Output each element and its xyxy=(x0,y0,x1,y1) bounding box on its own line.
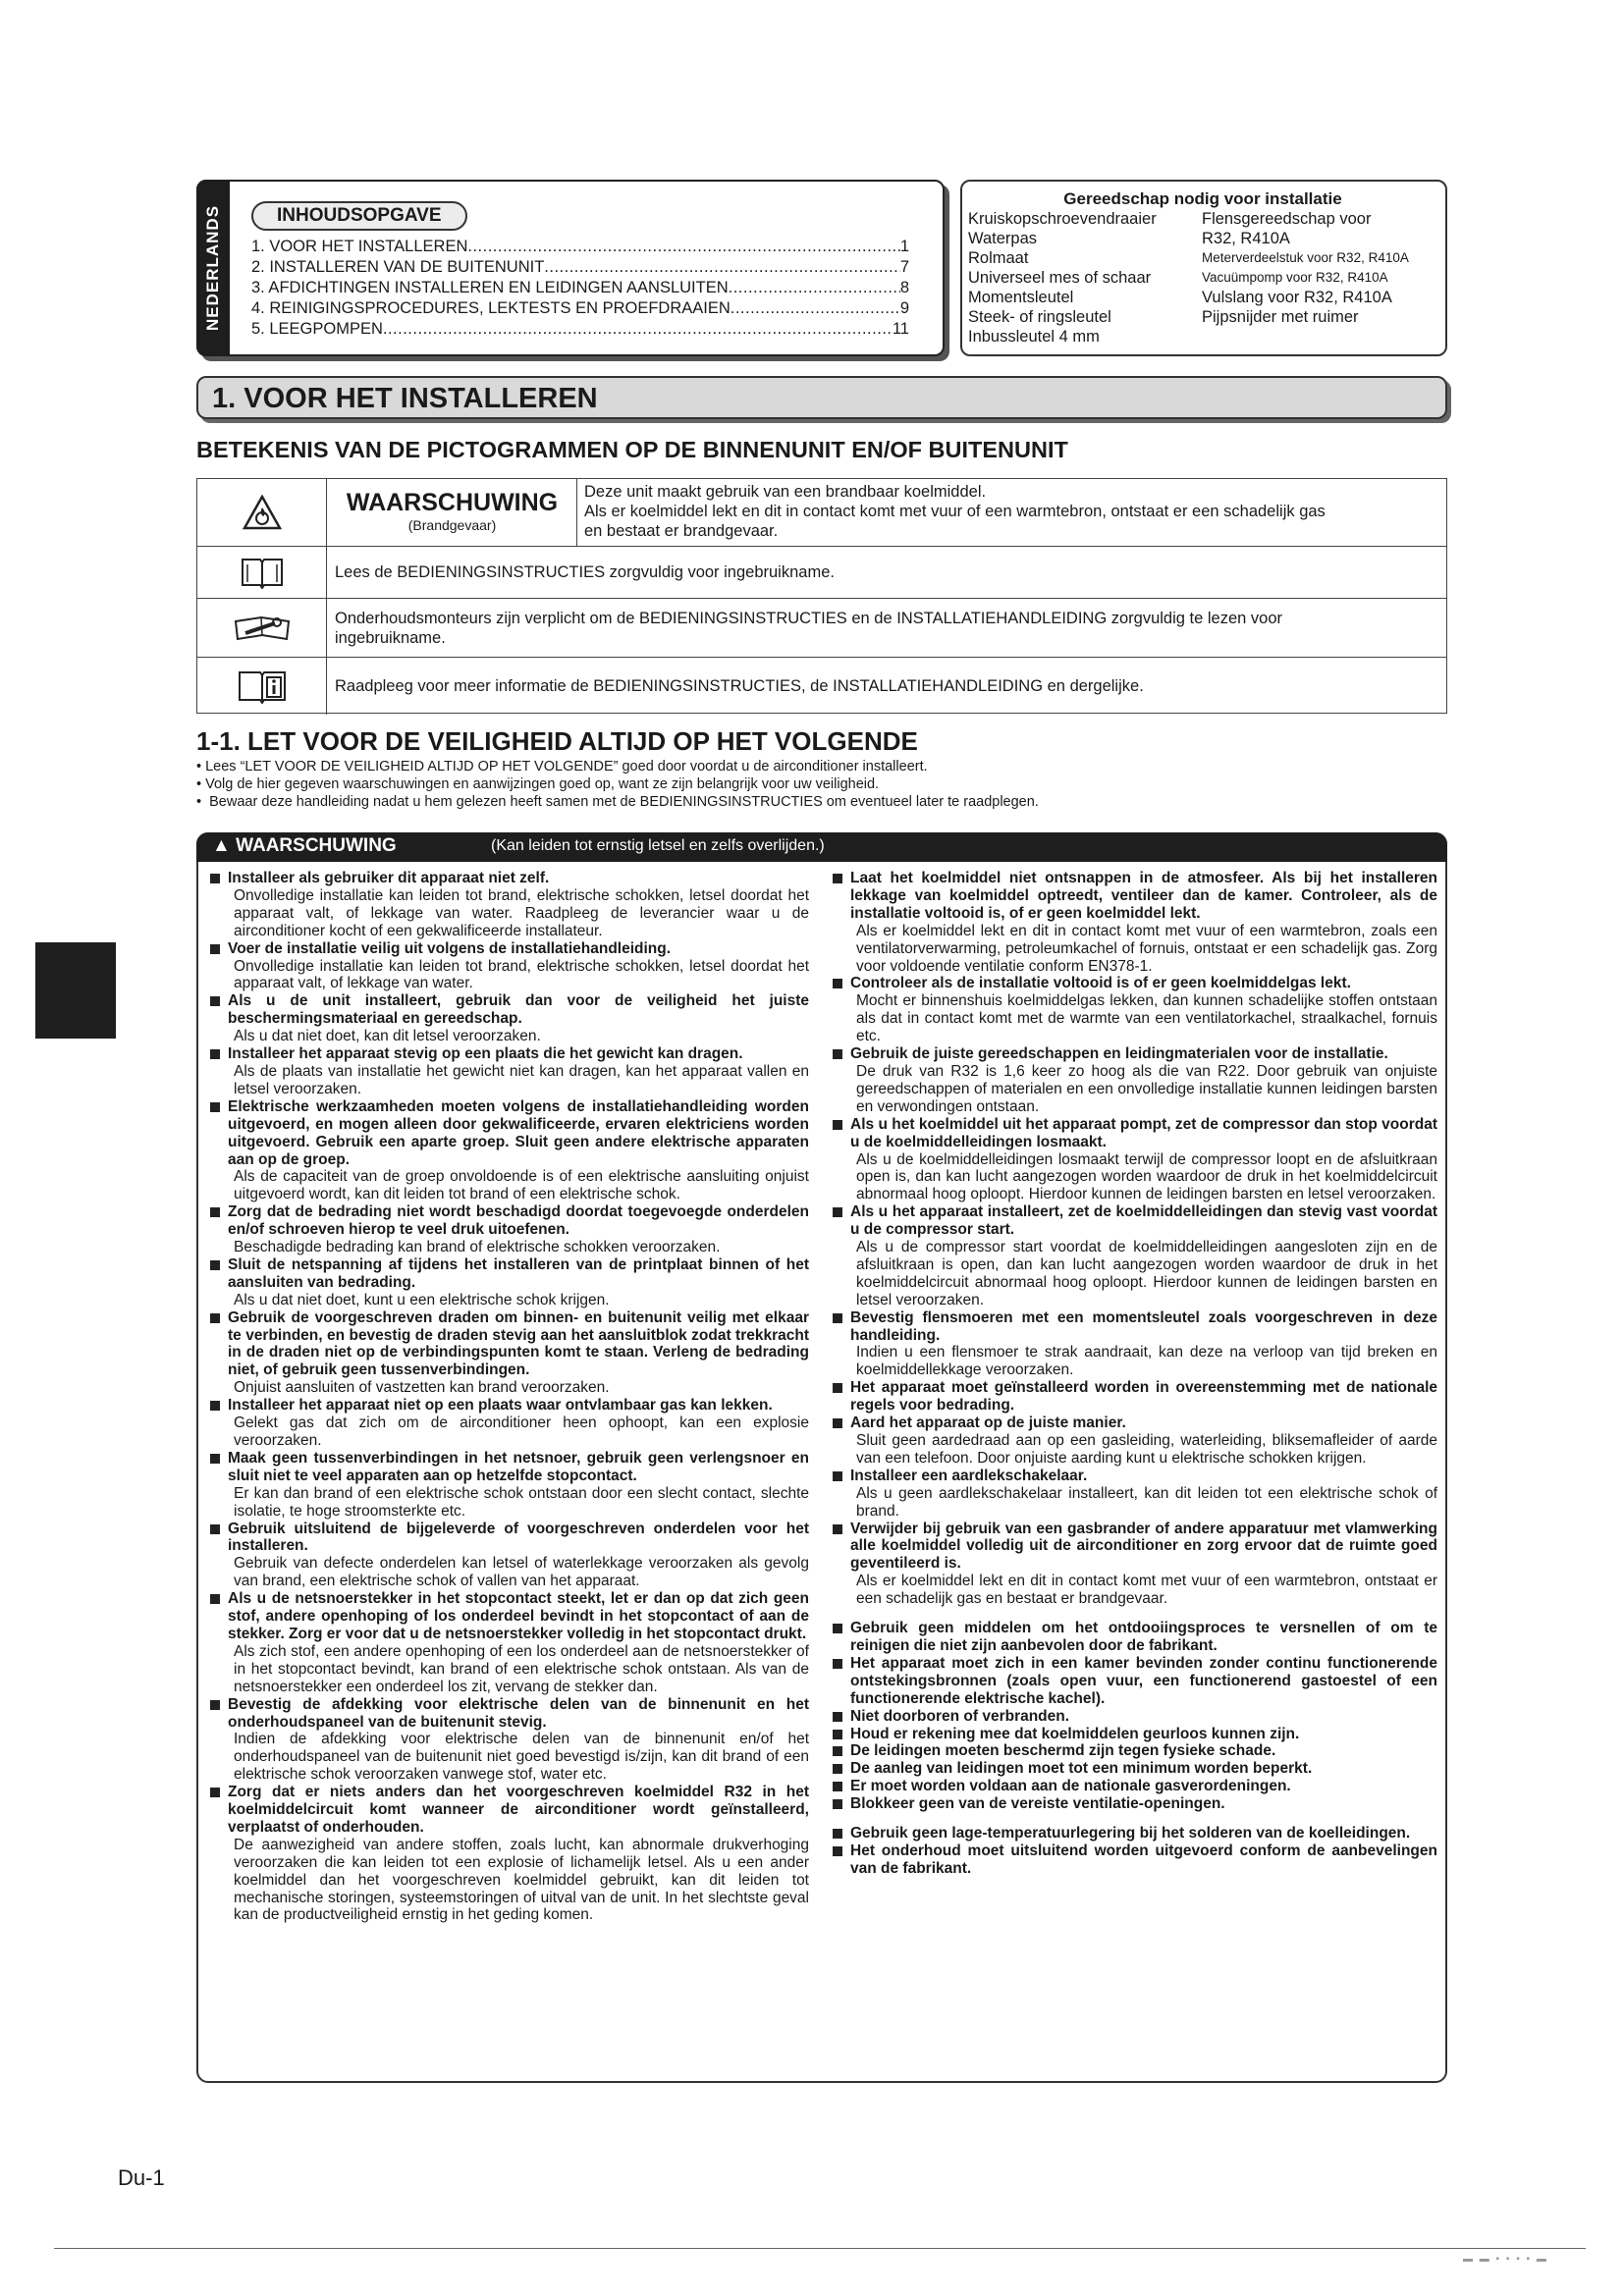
page-number: Du-1 xyxy=(118,2165,165,2190)
toc-item[interactable]: 4. REINIGINGSPROCEDURES, LEKTESTS EN PROEFDRAAIEN ..... 9 xyxy=(251,298,909,318)
warning-item-description: Sluit geen aardedraad aan op een gasleiding, waterleiding, bliksemafleider of aarde van een telefoon. Door onjuiste aarding kunt u elektrische schokken krijgen. xyxy=(856,1432,1437,1467)
warning-item-heading: Gebruik de voorgeschreven draden om binnen- en buitenunit veilig met elkaar te verbinden, en bevestig de draden stevig aan het aansluitblok zodat trekkracht in de draden niet op de verbindingspunten komt te staan. Verleng de bedrading niet, of gebruik geen tussenverbindingen. xyxy=(228,1308,809,1379)
warning-item xyxy=(208,940,809,993)
warning-text: Deze unit maakt gebruik van een brandbaar koelmiddel. Als er koelmiddel lekt en dit in contact komt met vuur of een warmtebron, ontstaat er een schadelijk gas en bestaat er brandgevaar. xyxy=(584,483,1326,540)
warning-item-heading: Blokkeer geen van de vereiste ventilatie-openingen. xyxy=(850,1795,1225,1813)
toc-item[interactable]: 2. INSTALLEREN VAN DE BUITENUNIT ..... 7 xyxy=(251,257,909,277)
warning-item xyxy=(831,1795,1437,1813)
pictogram-row-warning xyxy=(197,479,1446,546)
safety-bullet: • Bewaar deze handleiding nadat u hem gelezen heeft samen met de BEDIENINGSINSTRUCTIES om eventueel later te raadplegen. xyxy=(196,794,1039,810)
warning-item-heading: Installeer een aardlekschakelaar. xyxy=(850,1467,1088,1484)
warning-bar-subtitle: (Kan leiden tot ernstig letsel en zelfs overlijden.) xyxy=(491,837,825,854)
footer-mark: ▬ ▬ ▪ ▪ ▪ ▪ ▬ xyxy=(1463,2254,1548,2265)
warning-item-heading: Houd er rekening mee dat koelmiddelen geurloos kunnen zijn. xyxy=(850,1725,1300,1742)
warning-item-description: Als u de compressor start voordat de koelmiddelleidingen aangesloten zijn en de afsluitkraan is open, dan kan lucht aangezogen worden waardoor de druk in het koelmiddelcircuit abnormaal hoog oploopt. Hierdoor kunnen de leidingen barsten en letsel veroorzaken. xyxy=(856,1239,1437,1308)
tool-item: Steek- of ringsleutel xyxy=(968,308,1111,326)
warning-item-heading: Sluit de netspanning af tijdens het installeren van de printplaat binnen of het aansluiten van bedrading. xyxy=(228,1255,809,1291)
warning-item xyxy=(831,1415,1437,1468)
warning-item xyxy=(208,992,809,1045)
warning-item-description: Als zich stof, een andere openhoping of een los onderdeel aan de netsnoerstekker of in het stopcontact bevindt, kan brand of een elektrische schok ontstaan. Als van de netsnoerstekker een onderdeel los zit, vervang de stekker dan. xyxy=(234,1642,809,1695)
warning-item-heading: Controleer als de installatie voltooid is of er geen koelmiddelgas lekt. xyxy=(850,975,1351,992)
tool-item: Kruiskopschroevendraaier xyxy=(968,210,1157,228)
warning-item xyxy=(831,1760,1437,1778)
tool-item: Meterverdeelstuk voor R32, R410A xyxy=(1202,250,1409,265)
warning-item-heading: Het apparaat moet geïnstalleerd worden in overeenstemming met de nationale regels voor bedrading. xyxy=(850,1379,1437,1415)
warning-item xyxy=(208,1098,809,1203)
warning-item-heading: Niet doorboren of verbranden. xyxy=(850,1707,1070,1725)
tool-item: Flensgereedschap voor xyxy=(1202,210,1372,228)
warning-item-description: Als er koelmiddel lekt en dit in contact komt met vuur of een warmtebron, zoals een ventilatorverwarming, petroleumkachel of fornuis, ontstaat er een schadelijk gas. Zorg voor voldoende ventilatie conform EN378-1. xyxy=(856,922,1437,975)
warning-item xyxy=(208,1309,809,1398)
warning-label-sub: (Brandgevaar) xyxy=(407,517,497,533)
warning-item-description: Er kan dan brand of een elektrische schok ontstaan door een slecht contact, slechte isolatie, te hoge stroomsterkte etc. xyxy=(234,1484,809,1520)
warning-item xyxy=(208,1450,809,1521)
safety-bullet: • Lees “LET VOOR DE VEILIGHEID ALTIJD OP HET VOLGENDE” goed door voordat u de airconditioner installeert. xyxy=(196,759,928,774)
warning-item-heading: Gebruik geen lage-temperatuurlegering bij het solderen van de koelleidingen. xyxy=(850,1825,1411,1842)
service-text: Onderhoudsmonteurs zijn verplicht om de BEDIENINGSINSTRUCTIES en de INSTALLATIEHANDLEIDING zorgvuldig te lezen voor ingebruikname. xyxy=(335,610,1283,647)
warning-item-heading: De aanleg van leidingen moet tot een minimum worden beperkt. xyxy=(850,1760,1313,1778)
section-header xyxy=(196,376,1447,419)
warning-item-heading: De leidingen moeten beschermd zijn tegen fysieke schade. xyxy=(850,1742,1276,1760)
warning-item xyxy=(831,1203,1437,1308)
warning-item xyxy=(831,1842,1437,1878)
warning-item-description: Gelekt gas dat zich om de airconditioner heen ophoopt, kan een explosie veroorzaken. xyxy=(234,1415,809,1449)
warning-item-description: Indien de afdekking voor elektrische delen van de binnenunit en/of het onderhoudspaneel van de buitenunit niet goed bevestigd is/zijn, kan dit brand of een elektrische schok veroorzaken vanwege stof, water etc. xyxy=(234,1731,809,1784)
warning-item-description: Als u de koelmiddelleidingen losmaakt terwijl de compressor loopt en de afsluitkraan open is, dan kan lucht aangezogen worden waardoor de druk in het koelmiddelcircuit abnormaal hoog oploopt. Hierdoor kunnen de leidingen barsten en letsel veroorzaken. xyxy=(856,1150,1437,1203)
warning-item-heading: Gebruik de juiste gereedschappen en leidingmaterialen voor de installatie. xyxy=(850,1045,1388,1063)
warning-item-description: Beschadigde bedrading kan brand of elektrische schokken veroorzaken. xyxy=(234,1239,721,1256)
warning-item xyxy=(831,1742,1437,1760)
warning-item xyxy=(831,1778,1437,1795)
warning-item-description: Als er koelmiddel lekt en dit in contact komt met vuur of een warmtebron, ontstaat er een schadelijk gas en bestaat er brandgevaar. xyxy=(856,1573,1437,1608)
warning-bar-title: ▲ WAARSCHUWING xyxy=(212,835,397,856)
warning-item-heading: Er moet worden voldaan aan de nationale gasverordeningen. xyxy=(850,1778,1291,1795)
info-book-icon xyxy=(197,658,327,715)
warning-item-heading: Het apparaat moet zich in een kamer bevinden zonder continu functionerende ontstekingsbronnen (zoals open vuur, een functionerend gastoestel of een functionerende elektrische kachel). xyxy=(850,1654,1437,1707)
warning-item xyxy=(831,1708,1437,1726)
warning-item-description: Mocht er binnenshuis koelmiddelgas lekken, dan kunnen schadelijke stoffen ontstaan als dat in contact komt met de warmte van een ventilatorkachel, straalkachel, fornuis etc. xyxy=(856,992,1437,1045)
tools-grid xyxy=(968,209,1437,347)
warning-column-right xyxy=(831,870,1437,1878)
warning-item xyxy=(208,1397,809,1450)
book-icon xyxy=(197,547,327,598)
warning-item-description: Als u dat niet doet, kunt u een elektrische schok krijgen. xyxy=(234,1291,610,1308)
section-title: 1. VOOR HET INSTALLEREN xyxy=(212,383,598,414)
tool-item: Waterpas xyxy=(968,230,1037,247)
warning-item-heading: Installeer als gebruiker dit apparaat niet zelf. xyxy=(228,870,550,886)
warning-item-heading: Gebruik uitsluitend de bijgeleverde of voorgeschreven onderdelen voor het installeren. xyxy=(228,1520,809,1555)
warning-triangle-icon: ▲ xyxy=(212,835,231,856)
warning-item-heading: Maak geen tussenverbindingen in het netsnoer, gebruik geen verlengsnoer en sluit niet te veel apparaten aan op hetzelfde stopcontact. xyxy=(228,1449,809,1484)
warning-item-description: Onvolledige installatie kan leiden tot brand, elektrische schokken, letsel doordat het apparaat valt, of lekkage van water. Raadpleeg de leverancier waar u de airconditioner kocht of een gekwalificeerde installateur. xyxy=(234,886,809,939)
toc-item[interactable]: 5. LEEGPOMPEN ..... 11 xyxy=(251,319,909,339)
pictogram-heading: BETEKENIS VAN DE PICTOGRAMMEN OP DE BINNENUNIT EN/OF BUITENUNIT xyxy=(196,437,1068,462)
warning-column-left xyxy=(208,870,809,1924)
language-tab-label: NEDERLANDS xyxy=(203,204,222,332)
tool-item: Vulslang voor R32, R410A xyxy=(1202,289,1392,306)
warning-item xyxy=(208,1521,809,1591)
warning-item-description: Indien u een flensmoer te strak aandraait, kan deze na verloop van tijd breken en koelmiddellekkage veroorzaken. xyxy=(856,1344,1437,1379)
pictogram-row-service xyxy=(197,598,1446,657)
language-tab xyxy=(196,180,230,356)
warning-item-heading: Bevestig de afdekking voor elektrische delen van de binnenunit en het onderhoudspaneel van de buitenunit stevig. xyxy=(228,1695,809,1731)
tool-item: Pijpsnijder met ruimer xyxy=(1202,308,1359,326)
toc-item[interactable]: 3. AFDICHTINGEN INSTALLEREN EN LEIDINGEN AANSLUITEN ..... 8 xyxy=(251,278,909,297)
safety-bullet: • Volg de hier gegeven waarschuwingen en aanwijzingen goed op, want ze zijn belangrijk voor uw veiligheid. xyxy=(196,776,880,792)
warning-item-description: Als de plaats van installatie het gewicht niet kan dragen, kan het apparaat vallen en letsel veroorzaken. xyxy=(234,1062,809,1097)
footer-rule xyxy=(54,2248,1586,2249)
warning-item xyxy=(831,1825,1437,1842)
warning-item-description: Onvolledige installatie kan leiden tot brand, elektrische schokken, letsel doordat het apparaat valt, of lekkage van water. xyxy=(234,957,809,992)
tool-item: R32, R410A xyxy=(1202,230,1290,247)
warning-item-description: Als u dat niet doet, kan dit letsel veroorzaken. xyxy=(234,1028,541,1045)
tools-title: Gereedschap nodig voor installatie xyxy=(1063,189,1342,208)
warning-item-heading: Als u het koelmiddel uit het apparaat pompt, zet de compressor dan stop voordat u de koelmiddelleidingen losmaakt. xyxy=(850,1115,1437,1150)
warning-item-heading: Als u de unit installeert, gebruik dan voor de veiligheid het juiste beschermingsmateriaal en gereedschap. xyxy=(228,992,809,1028)
warning-label xyxy=(328,479,577,546)
service-manual-wrench-icon xyxy=(197,599,327,657)
warning-item-heading: Elektrische werkzaamheden moeten volgens de installatiehandleiding worden uitgevoerd, en mogen alleen door gekwalificeerde, ervaren elektriciens worden uitgevoerd. Gebruik een aparte groep. Sluit geen andere elektrische apparaten aan op de groep. xyxy=(228,1097,809,1168)
pictogram-row-manual xyxy=(197,546,1446,598)
warning-item xyxy=(208,1045,809,1098)
warning-item xyxy=(831,1468,1437,1521)
pictogram-row-info xyxy=(197,657,1446,715)
warning-item-heading: Verwijder bij gebruik van een gasbrander of andere apparatuur met vlamwerking alle koelmiddel volledig uit de airconditioner en zorg ervoor dat de ruimte goed geventileerd is. xyxy=(850,1520,1437,1573)
manual-text: Lees de BEDIENINGSINSTRUCTIES zorgvuldig voor ingebruikname. xyxy=(335,563,835,581)
tool-item: Momentsleutel xyxy=(968,289,1074,306)
pictogram-table xyxy=(196,478,1447,714)
warning-item xyxy=(208,1696,809,1785)
warning-bar xyxy=(196,832,1447,862)
warning-item-description: Onjuist aansluiten of vastzetten kan brand veroorzaken. xyxy=(234,1379,610,1397)
warning-item-heading: Bevestig flensmoeren met een momentsleutel zoals voorgeschreven in deze handleiding. xyxy=(850,1308,1437,1344)
tools-box xyxy=(960,180,1447,356)
warning-item xyxy=(208,1203,809,1256)
warning-item xyxy=(831,1379,1437,1415)
warning-item-heading: Als u het apparaat installeert, zet de koelmiddelleidingen dan stevig vast voordat u de compressor start. xyxy=(850,1203,1437,1239)
warning-item xyxy=(831,1655,1437,1708)
warning-item xyxy=(831,1620,1437,1655)
tool-item: Vacuümpomp voor R32, R410A xyxy=(1202,270,1388,285)
warning-item xyxy=(831,1045,1437,1116)
info-text: Raadpleeg voor meer informatie de BEDIENINGSINSTRUCTIES, de INSTALLATIEHANDLEIDING en dergelijke. xyxy=(335,677,1144,695)
warning-item-description: Gebruik van defecte onderdelen kan letsel of waterlekkage veroorzaken als gevolg van brand, een elektrische schok of vallen van het apparaat. xyxy=(234,1555,809,1590)
warning-item-heading: Zorg dat de bedrading niet wordt beschadigd doordat toegevoegde onderdelen en/of schroeven hierop te veel druk uitoefenen. xyxy=(228,1203,809,1239)
warning-item-heading: Gebruik geen middelen om het ontdooiingsproces te versnellen of om te reinigen die niet zijn aanbevolen door de fabrikant. xyxy=(850,1620,1437,1654)
side-marker-tab xyxy=(35,942,116,1039)
warning-item xyxy=(208,1590,809,1695)
spacer xyxy=(831,1813,1437,1825)
warning-item xyxy=(831,1726,1437,1743)
warning-item-heading: Installeer het apparaat niet op een plaats waar ontvlambaar gas kan lekken. xyxy=(228,1397,773,1415)
warning-item-heading: Het onderhoud moet uitsluitend worden uitgevoerd conform de aanbevelingen van de fabrikant. xyxy=(850,1842,1437,1877)
warning-item xyxy=(831,1309,1437,1380)
warning-item-description: Als u geen aardlekschakelaar installeert, kan dit leiden tot een elektrische schok of brand. xyxy=(856,1484,1437,1520)
warning-item-heading: Voer de installatie veilig uit volgens de installatiehandleiding. xyxy=(228,939,672,957)
warning-item xyxy=(831,975,1437,1045)
warning-item xyxy=(831,1521,1437,1609)
warning-item-heading: Als u de netsnoerstekker in het stopcontact steekt, let er dan op dat zich geen stof, andere openhoping of los onderdeel bevindt in het stopcontact of aan de stekker. Zorg er voor dat u de netsnoerstekker volledig in het stopcontact drukt. xyxy=(228,1590,809,1642)
tool-item: Universeel mes of schaar xyxy=(968,269,1152,287)
warning-label-title: WAARSCHUWING xyxy=(346,489,559,516)
warning-item-description: De aanwezigheid van andere stoffen, zoals lucht, kan abnormale drukverhoging veroorzaken die kan leiden tot een explosie of lichamelijk letsel. Als u een ander koelmiddel dan het voorgeschreven koelmiddel gebruikt, kan dit leiden tot mechanische storingen, systeemstoringen of uitval van de unit. In het slechtste geval kan de productveiligheid ernstig in het geding komen. xyxy=(234,1836,809,1924)
warning-item-heading: Installeer het apparaat stevig op een plaats die het gewicht kan dragen. xyxy=(228,1045,743,1063)
flammable-warning-icon xyxy=(197,479,327,546)
warning-item-heading: Zorg dat er niets anders dan het voorgeschreven koelmiddel R32 in het koelmiddelcircuit komt wanneer de airconditioner wordt geïnstalleerd, verplaatst of onderhouden. xyxy=(228,1784,809,1836)
warning-item xyxy=(208,1256,809,1309)
warning-item xyxy=(831,1116,1437,1204)
safety-heading: 1-1. LET VOOR DE VEILIGHEID ALTIJD OP HET VOLGENDE xyxy=(196,726,918,756)
warning-item xyxy=(208,1784,809,1924)
warning-item xyxy=(208,870,809,940)
warning-item-heading: Laat het koelmiddel niet ontsnappen in de atmosfeer. Als bij het installeren lekkage van koelmiddel optreedt, ventileer dan de kamer. Controleer, als de installatie voltooid is, of er geen koelmiddel lekt. xyxy=(850,870,1437,922)
tool-item: Inbussleutel 4 mm xyxy=(968,328,1100,346)
toc-title: INHOUDSOPGAVE xyxy=(251,201,467,231)
warning-item xyxy=(831,870,1437,975)
spacer xyxy=(831,1608,1437,1620)
warning-item-description: De druk van R32 is 1,6 keer zo hoog als die van R22. Door gebruik van onjuiste gereedschappen of materialen en een onvolledige installatie kunnen leidingen barsten en verwondingen ontstaan. xyxy=(856,1062,1437,1115)
warning-item-heading: Aard het apparaat op de juiste manier. xyxy=(850,1415,1126,1432)
toc-item[interactable]: 1. VOOR HET INSTALLEREN ..... 1 xyxy=(251,237,909,256)
warning-item-description: Als de capaciteit van de groep onvoldoende is of een elektrische aansluiting onjuist uitgevoerd wordt, kan dit leiden tot brand of een elektrische schok. xyxy=(234,1168,809,1203)
tool-item: Rolmaat xyxy=(968,249,1029,267)
